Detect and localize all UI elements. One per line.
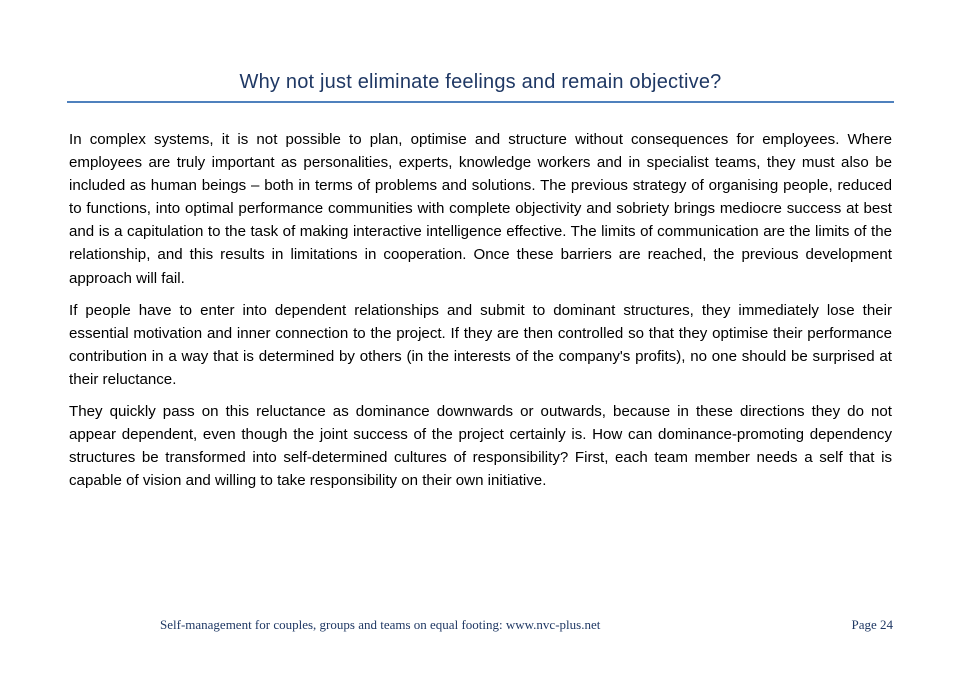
title-underline xyxy=(67,101,894,103)
body-text xyxy=(69,128,892,501)
paragraph: In complex systems, it is not possible to plan, optimise and structure without consequences for employees. Where employees are truly important as personalities, experts, knowledge workers and in specialist teams, they must also be included as human beings – both in terms of problems and solutions. The previous strategy of organising people, reduced to functions, into optimal performance communities with complete objectivity and sobriety brings mediocre success at best and is a capitulation to the task of making interactive intelligence effective. The limits of communication are the limits of the relationship, and this results in limitations in cooperation. Once these barriers are reached, the previous development approach will fail. xyxy=(69,131,892,287)
paragraph: If people have to enter into dependent relationships and submit to dominant structures, they immediately lose their essential motivation and inner connection to the project. If they are then controlled so that they optimise their performance contribution in a way that is determined by others (in the interests of the company's profits), no one should be surprised at their reluctance. xyxy=(69,301,892,388)
page-title: Why not just eliminate feelings and remain objective? xyxy=(239,71,722,93)
paragraph: They quickly pass on this reluctance as dominance downwards or outwards, because in these directions they do not appear dependent, even though the joint success of the project certainly is. How can dominance-promoting dependency structures be transformed into self-determined cultures of responsibility? First, each team member needs a self that is capable of vision and willing to take responsibility on their own initiative. xyxy=(69,403,892,490)
page-number: Page 24 xyxy=(851,617,893,632)
footer-text: Self-management for couples, groups and teams on equal footing: www.nvc-plus.net xyxy=(160,617,601,632)
